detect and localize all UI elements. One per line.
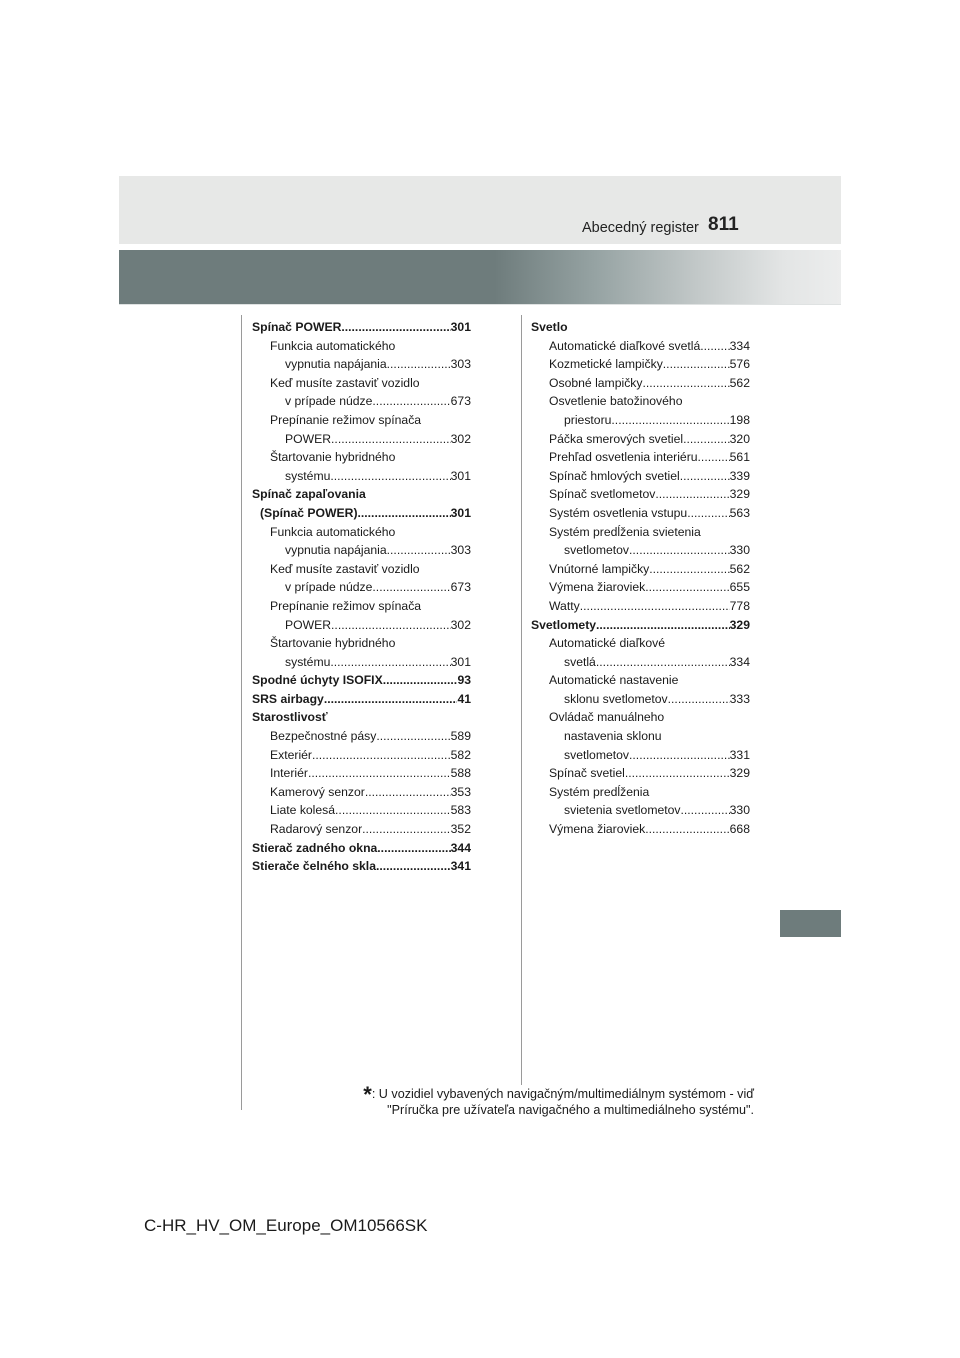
entry-page-number: 320 [729,431,750,446]
dot-leader [376,727,450,746]
index-entry [531,467,750,486]
entry-text: Automatické diaľkové [549,636,666,651]
entry-text: Spínač POWER [252,320,342,334]
index-entry [531,616,750,635]
index-entry [531,746,750,765]
dot-leader [629,541,730,560]
dot-leader [372,578,450,597]
entry-page-number: 583 [450,803,471,818]
index-heading [252,634,471,653]
entry-text: svietenia svetlometov [564,803,681,818]
entry-text: priestoru [564,412,612,427]
footnote-text-1: : U vozidiel vybavených navigačným/multimediálnym systémom - viď [371,1087,754,1101]
entry-page-number: 352 [450,822,471,837]
index-entry [531,448,750,467]
dot-leader [596,616,730,635]
entry-text: Stierače čelného skla [252,859,376,874]
index-entry [252,430,471,449]
entry-text: nastavenia sklonu [564,729,662,744]
dot-leader [698,448,730,467]
index-heading [531,523,750,542]
index-entry [531,504,750,523]
index-heading [531,634,750,653]
index-entry [531,374,750,393]
index-heading [531,783,750,802]
entry-text: Automatické diaľkové svetlá [549,338,701,353]
index-entry [252,801,471,820]
entry-text: Prepínanie režimov spínača [270,412,422,427]
header-gradient-bar [119,250,841,304]
footnote-line-1 [326,1082,754,1107]
dot-leader [383,671,458,690]
entry-page-number: 301 [450,654,471,669]
entry-text: Osvetlenie batožinového [549,394,683,409]
entry-text: systému [285,468,331,483]
dot-leader [335,801,451,820]
dot-leader [324,690,458,709]
dot-leader [629,746,730,765]
entry-text: Spínač zapaľovania [252,487,366,502]
entry-text: Páčka smerových svetiel [549,431,684,446]
dot-leader [387,355,451,374]
index-entry [531,764,750,783]
entry-page-number: 93 [457,673,471,688]
index-entry [531,337,750,356]
index-entry [531,653,750,672]
dot-leader [308,764,451,783]
index-entry [252,504,471,523]
dot-leader [625,764,730,783]
dot-leader [331,616,451,635]
dot-leader [687,504,729,523]
index-entry [252,578,471,597]
index-entry [252,541,471,560]
entry-page-number: 589 [450,729,471,744]
entry-text: Vnútorné lampičky [549,561,650,576]
dot-leader [655,485,729,504]
entry-text: Kamerový senzor [270,784,365,799]
index-heading [531,708,750,727]
index-entry [252,318,471,337]
entry-page-number: 778 [729,598,750,613]
dot-leader [642,374,729,393]
index-entry [531,541,750,560]
chapter-side-tab [780,910,841,937]
entry-page-number: 302 [450,431,471,446]
index-entry [252,857,471,876]
dot-leader [331,430,451,449]
entry-text: sklonu svetlometov [564,691,668,706]
dot-leader [700,337,729,356]
entry-page-number: 341 [450,859,471,874]
entry-page-number: 561 [729,450,750,465]
dot-leader [645,578,729,597]
entry-text: Výmena žiaroviek [549,580,646,595]
entry-page-number: 655 [729,580,750,595]
entry-page-number: 339 [729,468,750,483]
footnote [326,1082,754,1118]
index-entry [252,467,471,486]
index-heading [252,708,471,727]
index-entry [531,597,750,616]
index-entry [531,355,750,374]
index-heading [531,318,750,337]
entry-page-number: 41 [457,691,471,706]
entry-page-number: 330 [729,543,750,558]
dot-leader [377,839,450,858]
dot-leader [683,430,730,449]
dot-leader [611,411,729,430]
entry-text: Svetlo [531,320,568,334]
entry-page-number: 562 [729,375,750,390]
entry-text: Funkcia automatického [270,524,396,539]
footnote-marker: * [363,1082,372,1107]
index-entry [252,355,471,374]
entry-text: Výmena žiaroviek [549,822,646,837]
entry-page-number: 333 [729,691,750,706]
entry-text: Prepínanie režimov spínača [270,598,422,613]
entry-page-number: 353 [450,784,471,799]
entry-text: Keď musíte zastaviť vozidlo [270,561,420,576]
index-entry [531,690,750,709]
entry-page-number: 673 [450,580,471,595]
entry-page-number: 303 [450,543,471,558]
index-entry [252,690,471,709]
entry-page-number: 329 [729,487,750,502]
entry-text: vypnutia napájania [285,357,387,372]
entry-page-number: 562 [729,561,750,576]
header-divider [119,304,841,305]
section-title: Abecedný register [582,220,699,236]
entry-page-number: 331 [729,747,750,762]
entry-text: v prípade núdze [285,394,373,409]
dot-leader [681,801,730,820]
index-heading [252,597,471,616]
entry-page-number: 673 [450,394,471,409]
entry-text: Funkcia automatického [270,338,396,353]
index-heading [531,671,750,690]
entry-page-number: 329 [729,617,750,632]
dot-leader [372,392,450,411]
dot-leader [649,560,729,579]
dot-leader [645,820,729,839]
left-column-rule [241,315,242,1110]
entry-text: Svetlomety [531,617,597,632]
entry-text: Spínač svetlometov [549,487,656,502]
index-heading [252,485,471,504]
index-heading [252,374,471,393]
entry-text: svetlometov [564,747,630,762]
dot-leader [663,355,730,374]
entry-text: Bezpečnostné pásy [270,729,377,744]
entry-page-number: 329 [729,766,750,781]
dot-leader [596,653,730,672]
index-entry [252,839,471,858]
index-entry [531,578,750,597]
index-entry [252,820,471,839]
index-entry [252,671,471,690]
entry-page-number: 334 [729,654,750,669]
dot-leader [680,467,730,486]
index-entry [252,653,471,672]
entry-page-number: 334 [729,338,750,353]
entry-page-number: 576 [729,357,750,372]
entry-text: Automatické nastavenie [549,673,679,688]
entry-text: Štartovanie hybridného [270,636,396,651]
entry-page-number: 301 [450,468,471,483]
dot-leader [376,857,451,876]
index-entry [252,746,471,765]
entry-page-number: 588 [450,766,471,781]
entry-text: Systém predĺženia [549,784,650,799]
entry-text: Interiér [270,766,308,781]
entry-text: svetlometov [564,543,630,558]
dot-leader [365,783,451,802]
dot-leader [312,746,451,765]
entry-page-number: 301 [450,505,471,520]
entry-text: (Spínač POWER) [260,505,358,520]
entry-text: Exteriér [270,747,312,762]
dot-leader [580,597,730,616]
index-heading [252,411,471,430]
dot-leader [358,504,451,523]
dot-leader [330,653,450,672]
index-entry [531,430,750,449]
middle-column-rule [521,315,522,1085]
entry-page-number: 344 [450,840,471,855]
document-code: C-HR_HV_OM_Europe_OM10566SK [144,1216,428,1235]
entry-text: Starostlivosť [252,710,328,725]
index-entry [252,727,471,746]
index-heading [531,392,750,411]
entry-page-number: 302 [450,617,471,632]
entry-text: Spínač svetiel [549,766,625,781]
index-column-left [252,318,471,876]
dot-leader [387,541,451,560]
entry-text: vypnutia napájania [285,543,387,558]
index-entry [252,392,471,411]
dot-leader [341,318,450,337]
entry-page-number: 198 [729,412,750,427]
index-heading [252,560,471,579]
entry-text: Spodné úchyty ISOFIX [252,673,383,688]
entry-text: Štartovanie hybridného [270,450,396,465]
index-entry [531,485,750,504]
entry-text: Radarový senzor [270,822,363,837]
footnote-line-2: "Príručka pre užívateľa navigačného a multimediálneho systému". [387,1103,754,1117]
index-entry [252,616,471,635]
index-heading [252,337,471,356]
entry-text: SRS airbagy [252,691,324,706]
dot-leader [362,820,451,839]
entry-text: Prehľad osvetlenia interiéru [549,450,698,465]
index-entry [531,801,750,820]
entry-text: Osobné lampičky [549,375,643,390]
index-entry [531,820,750,839]
entry-page-number: 303 [450,357,471,372]
dot-leader [330,467,450,486]
entry-text: Kozmetické lampičky [549,357,663,372]
entry-page-number: 668 [729,822,750,837]
index-entry [252,764,471,783]
index-entry [531,560,750,579]
entry-page-number: 301 [450,320,471,334]
page-number: 811 [708,214,739,235]
index-heading [531,727,750,746]
index-heading [252,448,471,467]
entry-text: v prípade núdze [285,580,373,595]
entry-text: Keď musíte zastaviť vozidlo [270,375,420,390]
index-entry [531,411,750,430]
entry-text: Watty [549,598,580,613]
entry-text: Liate kolesá [270,803,336,818]
index-heading [252,523,471,542]
index-entry [252,783,471,802]
entry-text: Spínač hmlových svetiel [549,468,680,483]
entry-page-number: 330 [729,803,750,818]
dot-leader [668,690,730,709]
entry-text: Stierač zadného okna [252,840,378,855]
entry-text: systému [285,654,331,669]
entry-text: POWER [285,431,332,446]
entry-text: Ovládač manuálneho [549,710,665,725]
entry-text: POWER [285,617,332,632]
index-column-right [531,318,750,839]
entry-text: Systém osvetlenia vstupu [549,505,688,520]
entry-page-number: 563 [729,505,750,520]
entry-text: Systém predĺženia svietenia [549,524,701,539]
entry-page-number: 582 [450,747,471,762]
entry-text: svetlá [564,654,596,669]
